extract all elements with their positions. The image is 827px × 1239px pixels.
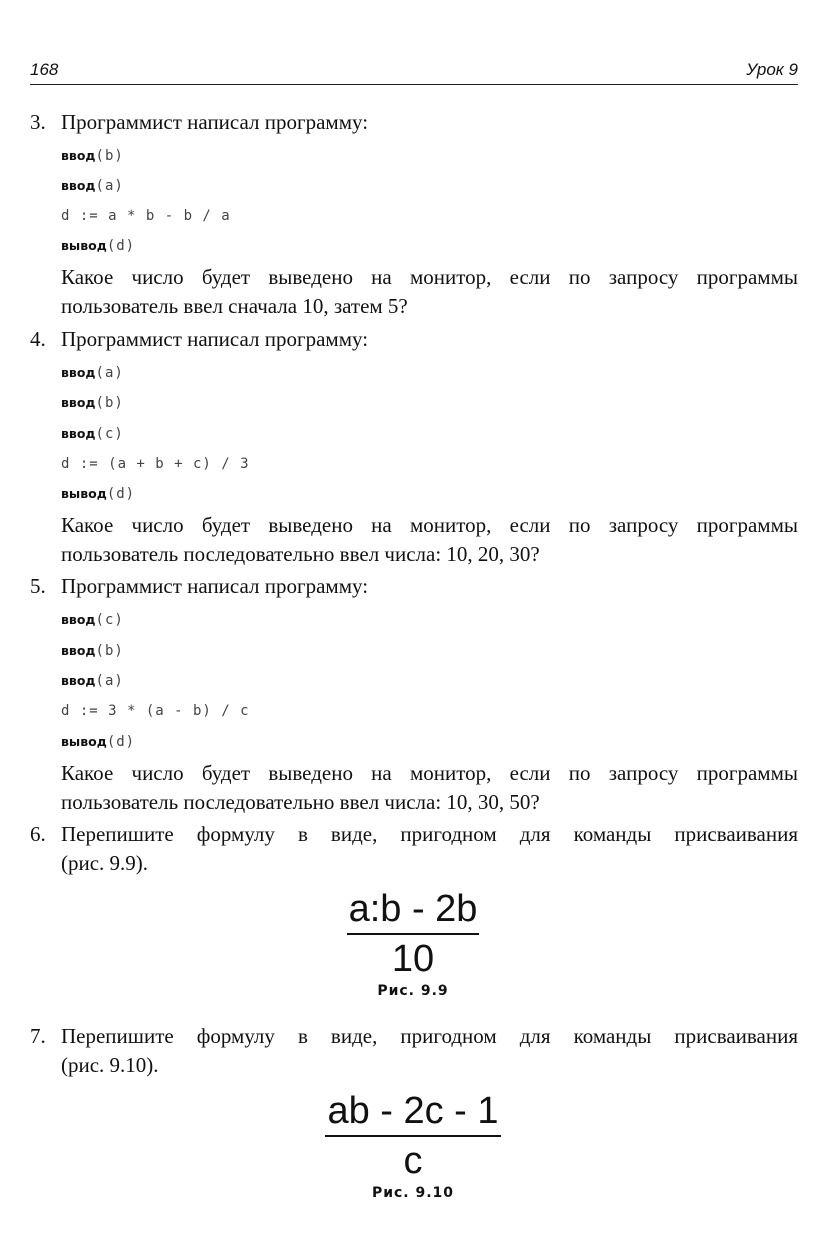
code-keyword: ввод: [61, 612, 96, 627]
code-keyword: вывод: [61, 238, 107, 253]
code-line: [61, 238, 135, 254]
code-args: d := (a + b + c) / 3: [61, 456, 250, 472]
exercise-6-text: [61, 820, 798, 878]
formula-denominator: 10: [391, 938, 435, 980]
exercise-3-question: [61, 263, 798, 321]
code-keyword: ввод: [61, 148, 96, 163]
code-keyword: ввод: [61, 395, 96, 410]
code-line: [61, 673, 124, 689]
code-args: (b): [95, 395, 124, 411]
exercise-number: 5.: [30, 574, 46, 598]
question-line: Перепишите формулу в виде, пригодном для команды присваивания: [61, 1024, 798, 1048]
code-line: [61, 456, 250, 472]
code-args: d := 3 * (a - b) / c: [61, 703, 250, 719]
exercise-6-number-line: [30, 820, 61, 849]
code-line: [61, 486, 135, 502]
exercise-7-text: [61, 1022, 798, 1080]
code-keyword: ввод: [61, 673, 96, 688]
question-line: Какое число будет выведено на монитор, если по запросу программы: [61, 265, 798, 289]
exercise-intro-text: Программист написал программу:: [61, 574, 369, 598]
code-keyword: ввод: [61, 178, 96, 193]
exercise-number: 3.: [30, 110, 46, 134]
exercise-4-intro: [30, 325, 368, 354]
figure-caption: Рис. 9.9: [377, 983, 449, 999]
question-line: пользователь последовательно ввел числа: 10, 20, 30?: [61, 542, 540, 566]
code-keyword: ввод: [61, 365, 96, 380]
question-line: пользователь ввел сначала 10, затем 5?: [61, 294, 408, 318]
code-args: (d): [106, 734, 136, 750]
exercise-7-number-line: [30, 1022, 61, 1051]
code-keyword: вывод: [61, 734, 107, 749]
exercise-4-question: [61, 511, 798, 569]
formula-fraction: [325, 1089, 500, 1183]
code-args: (a): [95, 673, 124, 689]
figure-caption: Рис. 9.10: [371, 1185, 455, 1201]
exercise-3-intro: [30, 108, 368, 137]
exercise-number: 7.: [30, 1024, 46, 1048]
page-number: 168: [30, 60, 59, 79]
code-args: (b): [95, 643, 124, 659]
code-line: [61, 643, 124, 659]
code-line: [61, 703, 250, 719]
question-line: Какое число будет выведено на монитор, если по запросу программы: [61, 761, 798, 785]
code-keyword: ввод: [61, 426, 96, 441]
code-line: [61, 365, 124, 381]
code-line: [61, 395, 124, 411]
question-line: (рис. 9.10).: [61, 1053, 159, 1077]
code-line: [61, 426, 124, 442]
question-line: (рис. 9.9).: [61, 851, 149, 875]
figure-9-9: [313, 887, 513, 999]
exercise-5-intro: [30, 572, 368, 601]
code-line: [61, 734, 135, 750]
page-header: [30, 60, 798, 85]
code-line: [61, 148, 124, 164]
figure-9-10: [303, 1089, 523, 1201]
chapter-title: Урок 9: [746, 60, 798, 79]
exercise-intro-text: Программист написал программу:: [61, 327, 369, 351]
exercise-5-question: [61, 759, 798, 817]
code-args: (a): [95, 178, 124, 194]
question-line: пользователь последовательно ввел числа: 10, 30, 50?: [61, 790, 540, 814]
question-line: Какое число будет выведено на монитор, если по запросу программы: [61, 513, 798, 537]
code-line: [61, 178, 124, 194]
code-line: [61, 612, 124, 628]
code-args: (c): [95, 426, 124, 442]
formula-fraction: [347, 887, 480, 981]
question-line: Перепишите формулу в виде, пригодном для команды присваивания: [61, 822, 798, 846]
exercise-number: 6.: [30, 822, 46, 846]
formula-numerator: a:b - 2b: [347, 887, 480, 935]
exercise-intro-text: Программист написал программу:: [61, 110, 369, 134]
code-args: (a): [95, 365, 124, 381]
code-args: (d): [106, 238, 136, 254]
code-keyword: вывод: [61, 486, 107, 501]
code-args: (d): [106, 486, 136, 502]
formula-numerator: ab - 2c - 1: [325, 1089, 500, 1137]
exercise-number: 4.: [30, 327, 46, 351]
code-line: [61, 208, 231, 224]
code-args: (b): [95, 148, 124, 164]
code-keyword: ввод: [61, 643, 96, 658]
code-args: (c): [95, 612, 124, 628]
code-args: d := a * b - b / a: [61, 208, 231, 224]
formula-denominator: c: [403, 1140, 423, 1182]
